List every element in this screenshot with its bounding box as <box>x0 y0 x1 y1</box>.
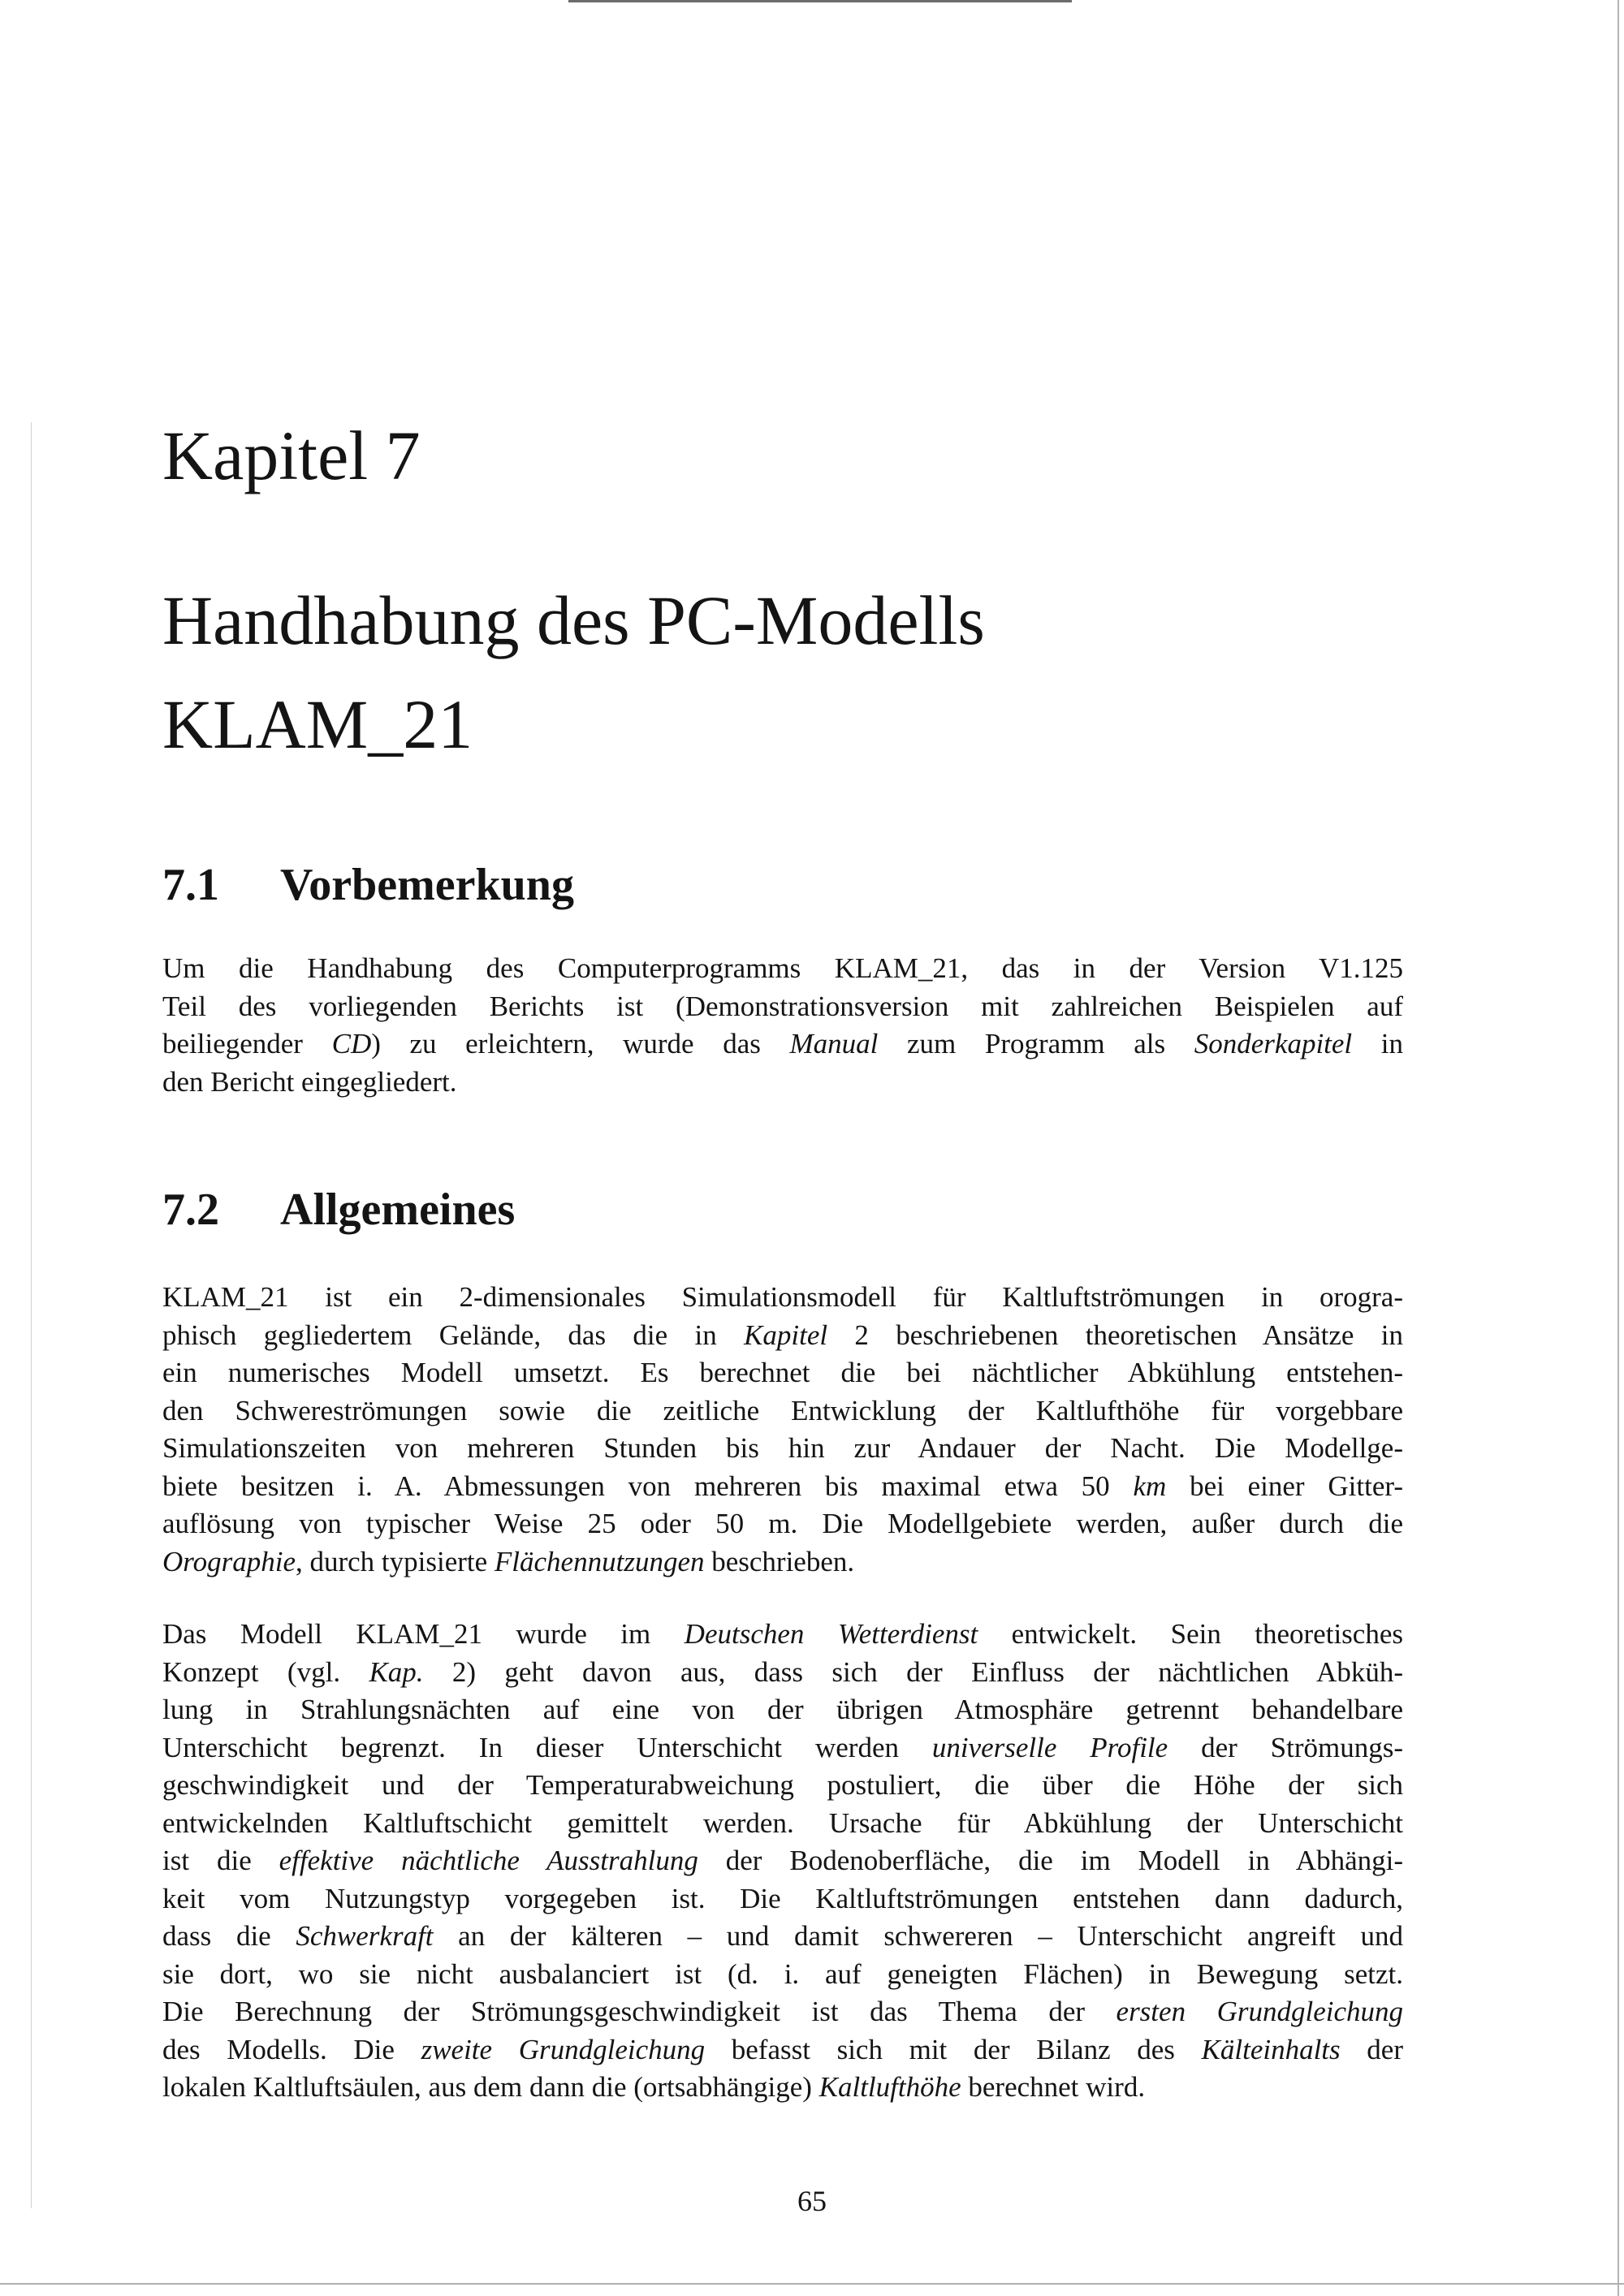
section-number: 7.2 <box>162 1185 219 1235</box>
text-line: biete besitzen i. A. Abmessungen von mehreren bis maximal etwa 50 km bei einer Gitter- <box>162 1470 1403 1502</box>
section-heading-7-1 <box>162 862 574 908</box>
text-line: Unterschicht begrenzt. In dieser Unterschicht werden universelle Profile der Strömungs- <box>162 1731 1403 1763</box>
text-line: lung in Strahlungsnächten auf eine von der übrigen Atmosphäre getrennt behandelbare <box>162 1694 1403 1725</box>
text-line: Orographie, durch typisierte Flächennutzungen beschrieben. <box>162 1545 855 1577</box>
text-line: des Modells. Die zweite Grundgleichung befasst sich mit der Bilanz des Kälteinhalts der <box>162 2033 1403 2065</box>
text-line: Um die Handhabung des Computerprogramms KLAM_21, das in der Version V1.125 <box>162 952 1403 984</box>
section-number: 7.1 <box>162 860 219 910</box>
chapter-label: Kapitel 7 <box>162 416 421 494</box>
page-number: 65 <box>797 2185 827 2217</box>
text-line: Das Modell KLAM_21 wurde im Deutschen Wetterdienst entwickelt. Sein theoretisches <box>162 1618 1403 1650</box>
paragraph-allgemeines-2 <box>162 1616 1403 2107</box>
text-line: ein numerisches Modell umsetzt. Es berechnet die bei nächtlicher Abkühlung entstehen- <box>162 1357 1403 1388</box>
scan-edge-bottom <box>0 2283 1624 2285</box>
section-title: Allgemeines <box>280 1185 516 1235</box>
scan-edge-left <box>31 422 32 2208</box>
text-line: den Schwereströmungen sowie die zeitliche Entwicklung der Kaltlufthöhe für vorgebbare <box>162 1394 1403 1426</box>
section-heading-7-2 <box>162 1185 516 1235</box>
chapter-title-line-1: Handhabung des PC-Modells <box>162 581 985 659</box>
text-line: keit vom Nutzungstyp vorgegeben ist. Die Kaltluftströmungen entstehen dann dadurch, <box>162 1882 1403 1914</box>
scan-edge-right <box>1618 0 1619 2296</box>
text-line: entwickelnden Kaltluftschicht gemittelt werden. Ursache für Abkühlung der Unterschicht <box>162 1806 1403 1839</box>
text-line: lokalen Kaltluftsäulen, aus dem dann die (ortsabhängige) Kaltlufthöhe berechnet wird. <box>162 2071 1146 2103</box>
chapter-title-line-2: KLAM_21 <box>162 685 473 763</box>
text-line: dass die Schwerkraft an der kälteren – und damit schwereren – Unterschicht angreift und <box>162 1920 1403 1952</box>
text-line: geschwindigkeit und der Temperaturabweichung postuliert, die über die Höhe der sich <box>162 1769 1403 1801</box>
text-line: ist die effektive nächtliche Ausstrahlung der Bodenoberfläche, die im Modell in Abhängi- <box>162 1845 1403 1876</box>
text-line: KLAM_21 ist ein 2-dimensionales Simulationsmodell für Kaltluftströmungen in orogra- <box>162 1281 1403 1313</box>
paragraph-allgemeines-1 <box>162 1279 1403 1581</box>
text-line: Teil des vorliegenden Berichts ist (Demonstrationsversion mit zahlreichen Beispielen auf <box>162 990 1403 1022</box>
text-line: auflösung von typischer Weise 25 oder 50 m. Die Modellgebiete werden, außer durch die <box>162 1508 1403 1539</box>
text-line: Die Berechnung der Strömungsgeschwindigkeit ist das Thema der ersten Grundgleichung <box>162 1996 1403 2027</box>
text-line: sie dort, wo sie nicht ausbalanciert ist (d. i. auf geneigten Flächen) in Bewegung setzt. <box>162 1957 1403 1990</box>
text-line: den Bericht eingegliedert. <box>162 1065 457 1098</box>
chapter-title <box>162 568 985 776</box>
section-title: Vorbemerkung <box>280 860 574 910</box>
text-line: Simulationszeiten von mehreren Stunden bis hin zur Andauer der Nacht. Die Modellge- <box>162 1432 1403 1464</box>
scan-edge-top <box>568 0 1072 2</box>
text-line: beiliegender CD) zu erleichtern, wurde das Manual zum Programm als Sonderkapitel in <box>162 1028 1403 1060</box>
text-line: phisch gegliedertem Gelände, das die in Kapitel 2 beschriebenen theoretischen Ansätze in <box>162 1318 1404 1351</box>
paragraph-vorbemerkung <box>162 950 1403 1101</box>
text-line: Konzept (vgl. Kap. 2) geht davon aus, dass sich der Einfluss der nächtlichen Abküh- <box>162 1655 1403 1688</box>
